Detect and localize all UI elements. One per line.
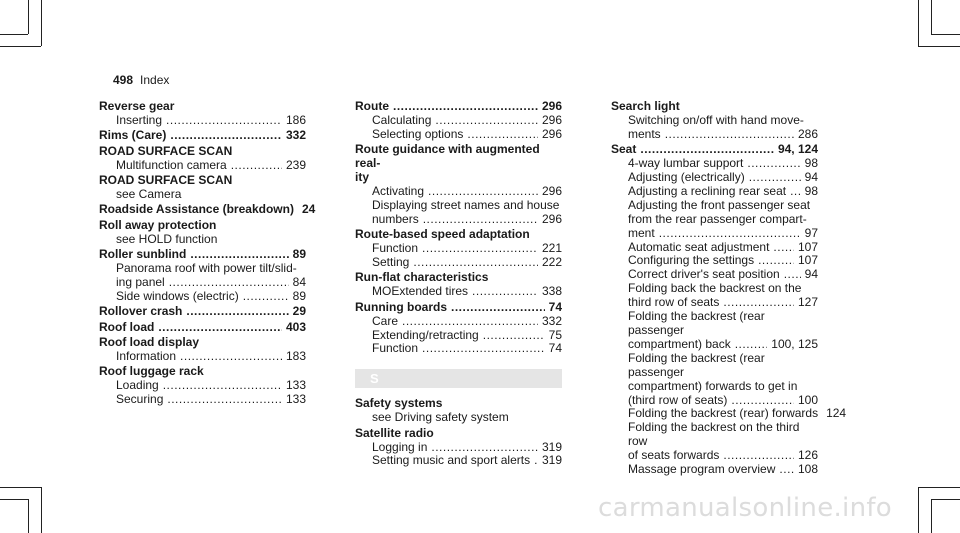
index-entry [99,145,306,173]
page-ref[interactable]: 296 [541,99,562,113]
crop-mark [28,0,29,34]
crop-mark [931,0,932,34]
subentry-text: Automatic seat adjustment [628,239,770,254]
index-entry [611,142,847,477]
page-ref[interactable]: 29 [292,304,306,319]
index-entry [355,271,562,299]
entry-heading[interactable] [355,301,562,315]
dot-leader [758,254,794,268]
section-letter: S [355,369,562,388]
subentry-text: Multifunction camera [116,157,227,172]
dot-leader [435,114,538,128]
dot-leader [451,301,545,315]
dot-leader [180,350,282,364]
subentry-text: Function [372,241,419,256]
page-ref[interactable]: 221 [541,241,562,256]
page-ref[interactable]: 97 [804,225,818,240]
entry-heading: Safety systems [355,396,443,411]
subentry[interactable] [355,114,562,128]
dot-leader [659,227,801,241]
crop-mark [28,499,29,533]
dot-leader [779,463,794,477]
dot-leader [163,379,282,393]
entry-heading: ROAD SURFACE SCAN [99,143,233,158]
page-ref[interactable]: 107 [797,253,818,268]
subentry[interactable] [99,276,306,290]
subentry[interactable] [355,185,562,199]
dot-leader [735,338,768,352]
page-ref[interactable]: 338 [541,284,562,299]
entry-term: Route [355,99,389,113]
dot-leader [640,143,774,157]
subentry[interactable]: from the rear passenger compart- [628,211,807,226]
page-ref[interactable]: 319 [541,439,562,454]
entry-term: Rims (Care) [99,128,167,143]
subentry[interactable] [611,185,818,199]
entry-heading[interactable] [99,321,306,335]
entry-heading: Search light [611,99,680,113]
subentry-text: Activating [372,183,425,198]
entry-heading[interactable] [99,305,306,319]
subentry[interactable] [355,256,562,270]
subentry-text: third row of seats [628,295,720,310]
subentry[interactable]: see Camera [116,186,182,201]
entry-heading[interactable] [99,129,306,143]
entry-heading[interactable] [99,248,306,262]
dot-leader [773,241,794,255]
crop-mark [918,46,960,47]
page-ref[interactable]: 183 [285,348,306,363]
page-ref[interactable]: 133 [285,392,306,407]
index-entry [355,143,562,226]
subentry[interactable] [611,128,818,142]
index-entry [99,129,306,143]
index-entry [99,248,306,304]
index-entry [355,301,562,357]
page-ref[interactable]: 84 [292,274,306,289]
entry-heading: Satellite radio [355,425,434,440]
subentry[interactable] [611,406,847,421]
subentry-text: Setting [372,254,410,269]
dot-leader [790,185,801,199]
subentry-text: MOExtended tires [372,284,469,299]
crop-mark [41,0,42,46]
subentry-text: Function [372,341,419,356]
page-ref[interactable]: 89 [292,247,306,262]
subentry[interactable] [99,114,306,128]
section-title: Index [140,73,170,87]
subentry-text: compartment) back [628,336,731,351]
crop-mark [918,487,960,488]
subentry[interactable]: Folding the backrest (rear passenger [628,309,765,337]
index-entry [99,219,306,247]
subentry[interactable] [355,315,562,329]
subentry[interactable] [611,296,818,310]
subentry-text: ments [628,126,661,141]
subentry-text: Massage program overview [628,462,776,477]
entry-heading: Roof load display [99,335,200,349]
dot-leader [413,256,538,270]
dot-leader [431,441,538,455]
page-ref[interactable]: 286 [797,126,818,141]
dot-leader [169,276,289,290]
crop-mark [931,34,960,35]
subentry[interactable] [355,329,562,343]
subentry-text: Configuring the settings [628,253,755,268]
page-ref[interactable]: 100, 125 [771,336,818,351]
dot-leader [170,129,282,143]
subentry[interactable] [355,285,562,299]
entry-term: Roller sunblind [99,247,187,262]
page-ref[interactable]: 319 [541,453,562,468]
page-ref[interactable]: 74 [548,299,562,314]
subentry[interactable]: Folding back the backrest on the [628,281,802,296]
page-ref[interactable]: 296 [541,126,562,141]
dot-leader [190,248,288,262]
entry-heading: Reverse gear [99,99,175,113]
page-header [113,73,169,87]
entry-term: Seat [611,142,637,157]
crop-mark [0,34,28,35]
dot-leader [467,128,538,142]
subentry-text: Folding the backrest (rear) forwards [628,406,819,421]
crop-mark [918,0,919,46]
dot-leader [186,305,288,319]
subentry[interactable] [611,171,818,185]
page-ref[interactable]: 98 [804,183,818,198]
subentry-text: Side windows (electric) [116,288,239,303]
subentry[interactable] [99,393,306,407]
page-ref[interactable]: 126 [797,448,818,463]
subentry[interactable] [355,128,562,142]
subentry-text: Adjusting a reclining rear seat [628,183,787,198]
crop-mark [0,499,28,500]
page-ref[interactable]: 24 [301,202,316,217]
index-entry [99,174,306,202]
index-entry [611,100,818,142]
entry-heading: Route-based speed adaptation [355,227,530,242]
entry-term: Roadside Assistance (breakdown) [99,202,294,217]
page-ref[interactable]: 403 [285,319,306,334]
page-ref[interactable]: 332 [285,128,306,143]
dot-leader [483,329,545,343]
subentry[interactable] [611,157,818,171]
crop-mark [0,46,41,47]
entry-heading: Roof luggage rack [99,364,204,379]
page-ref[interactable]: 75 [548,327,562,342]
dot-leader [243,290,289,304]
dot-leader [665,128,794,142]
entry-heading: ROAD SURFACE SCAN [99,173,233,188]
subentry[interactable]: see HOLD function [116,231,218,246]
crop-mark [918,487,919,533]
page-ref[interactable]: 296 [541,211,562,226]
subentry-text: Selecting options [372,126,464,141]
subentry[interactable]: see Driving safety system [372,410,509,425]
page-ref[interactable]: 94, 124 [777,142,818,157]
dot-leader [393,100,538,114]
dot-leader [428,185,538,199]
subentry[interactable] [99,290,306,304]
dot-leader [422,242,538,256]
subentry[interactable] [611,254,818,268]
crop-mark [931,499,960,500]
subentry-text: Setting music and sport alerts [372,453,531,468]
subentry[interactable] [355,342,562,356]
subentry[interactable]: Displaying street names and house [372,197,560,212]
dot-leader [749,171,801,185]
dot-leader [723,296,794,310]
crop-mark [41,487,42,533]
index-entry [99,100,306,128]
page-ref[interactable]: 94 [804,267,818,282]
index-entry [99,202,316,217]
subentry-text: Loading [116,378,159,393]
subentry-text: Logging in [372,439,428,454]
subentry[interactable] [611,394,818,408]
page-ref[interactable]: 239 [285,157,306,172]
subentry[interactable] [99,379,306,393]
subentry[interactable] [355,441,562,455]
subentry[interactable] [611,338,818,352]
dot-leader [402,315,538,329]
subentry[interactable]: Switching on/off with hand move- [628,112,804,127]
subentry[interactable]: compartment) forwards to get in [628,378,798,393]
entry-term: Roof load [99,319,155,334]
entry-heading: Route guidance with augmented real- [355,142,540,171]
index-entry [99,305,306,319]
subentry-text: Calculating [372,112,432,127]
page-ref[interactable]: 89 [292,288,306,303]
index-entry [355,100,562,142]
page-ref[interactable]: 296 [541,183,562,198]
dot-leader [723,449,794,463]
subentry-text: of seats forwards [628,448,720,463]
page-ref[interactable]: 100 [797,392,818,407]
watermark: carmanualsonline.info [598,493,893,523]
entry-heading: Run-flat characteristics [355,270,489,285]
page-ref[interactable]: 332 [541,313,562,328]
subentry-text: ment [628,225,655,240]
subentry-text: 4-way lumbar support [628,156,744,171]
entry-heading[interactable] [611,143,818,157]
dot-leader [472,285,538,299]
subentry-text: Extending/retracting [372,327,479,342]
subentry-text: numbers [372,211,419,226]
page-ref[interactable]: 133 [285,378,306,393]
entry-heading[interactable] [355,100,562,114]
crop-mark [931,499,932,533]
subentry[interactable] [99,159,306,173]
entry-term: Running boards [355,299,447,314]
index-entry [355,427,562,469]
page-ref[interactable]: 127 [797,295,818,310]
page-ref[interactable]: 124 [826,406,847,421]
index-column-2 [355,100,562,470]
page-ref[interactable]: 108 [797,462,818,477]
page-ref[interactable]: 296 [541,112,562,127]
dot-leader [784,268,801,282]
page-ref[interactable]: 107 [797,239,818,254]
subentry-text: Care [372,313,399,328]
entry-heading: ity [355,170,370,185]
dot-leader [166,114,282,128]
dot-leader [158,321,282,335]
index-entry [99,321,306,335]
dot-leader [534,454,538,468]
dot-leader [422,342,545,356]
page-ref[interactable]: 74 [548,341,562,356]
subentry-text: Inserting [116,112,163,127]
subentry[interactable] [611,227,818,241]
subentry[interactable] [355,454,562,468]
subentry-text: ing panel [116,274,165,289]
index-entry [99,365,306,407]
subentry[interactable] [611,241,818,255]
subentry-text: Correct driver's seat position [628,267,780,282]
dot-leader [731,394,794,408]
entry-heading[interactable] [99,202,316,217]
page-ref[interactable]: 94 [804,170,818,185]
page-number: 498 [113,73,134,87]
page-ref[interactable]: 186 [285,112,306,127]
page-ref[interactable]: 222 [541,254,562,269]
subentry[interactable] [355,213,562,227]
subentry[interactable] [355,242,562,256]
dot-leader [747,157,800,171]
subentry-text: (third row of seats) [628,392,728,407]
subentry[interactable] [611,463,818,477]
index-column-1 [99,99,316,409]
subentry-text: Securing [116,392,164,407]
index-column-3 [611,99,847,478]
subentry[interactable]: Panorama roof with power tilt/slid- [116,260,297,275]
dot-leader [423,213,538,227]
subentry[interactable] [99,350,306,364]
subentry-text: Information [116,348,177,363]
subentry[interactable]: Folding the backrest (rear passenger [628,350,765,379]
subentry[interactable] [611,449,818,463]
subentry[interactable]: Folding the backrest on the third row [628,420,800,449]
page-ref[interactable]: 98 [804,156,818,171]
entry-heading: Roll away protection [99,217,217,232]
dot-leader [231,159,282,173]
index-entry [99,336,306,364]
crop-mark [0,487,41,488]
entry-term: Rollover crash [99,304,183,319]
subentry[interactable] [611,268,818,282]
subentry-text: Adjusting (electrically) [628,170,745,185]
index-entry [355,397,562,425]
dot-leader [167,393,282,407]
subentry[interactable]: Adjusting the front passenger seat [628,197,811,212]
index-entry [355,228,562,270]
